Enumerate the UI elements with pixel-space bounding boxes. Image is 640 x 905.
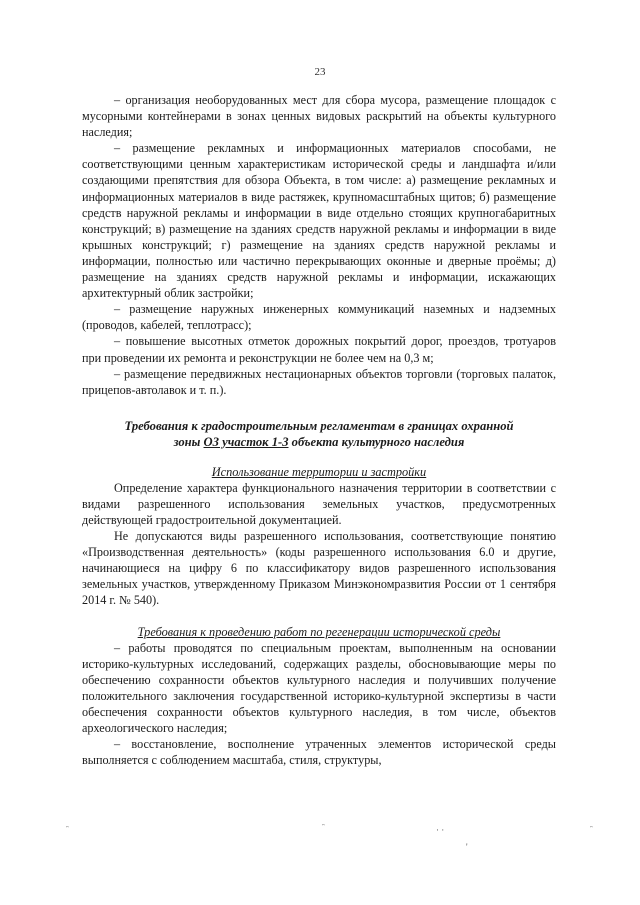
page-body [82,92,556,768]
list-item-restoration: – восстановление, восполнение утраченных элементов исторической среды выполняется с соблюдением масштаба, стиля, структуры, [82,737,556,768]
section-heading-line1: Требования к градостроительным регламентам в границах охранной [124,418,514,433]
scan-artifact: ᵔ [66,823,69,833]
list-item-garbage-sites: – организация необорудованных мест для сбора мусора, размещение площадок с мусорными контейнерами в зонах ценных видовых раскрытий на объекты культурного наследия; [82,93,556,140]
list-item-special-projects: – работы проводятся по специальным проектам, выполненным на основании историко-культурных исследований, содержащих разделы, обосновывающие меры по обеспечению сохранности объектов культурного наследия и получивших получение положительного заключения государственной историко-культурной экспертизы в части обеспечения сохранности объектов культурного наследия, в том числе, объектов археологического наследия; [82,640,556,735]
subsection-title-regeneration: Требования к проведению работ по регенерации исторической среды [137,624,501,639]
paragraph-prohibited-uses: Не допускаются виды разрешенного использования, соответствующие понятию «Производственная деятельность» (коды разрешенного использования 6.0 и другие, начинающиеся на цифру 6 по классификатору видов разрешенного использования земельных участков, утвержденному Приказом Минэкономразвития России от 1 сентября 2014 г. № 540). [82,529,556,608]
section-heading [82,418,556,450]
heading-suffix: объекта культурного наследия [288,434,465,449]
section-heading-line2 [82,434,556,450]
scan-artifact: · · [436,825,445,835]
heading-prefix: зоны [173,434,204,449]
scan-artifact: ' [466,842,468,852]
list-item-engineering-lines: – размещение наружных инженерных коммуникаций наземных и надземных (проводов, кабелей, теплотрасс); [82,302,556,333]
subsection-title-land-use: Использование территории и застройки [211,464,427,479]
zone-reference: ОЗ участок 1-3 [203,434,289,449]
list-item-road-surface: – повышение высотных отметок дорожных покрытий дорог, проездов, тротуаров при проведении их ремонта и реконструкции не более чем на 0,3 м; [82,334,556,365]
scan-artifact: ᵔ [590,823,593,833]
paragraph-functional-purpose: Определение характера функционального назначения территории в соответствии с видами разрешенного использования земельных участков, предусмотренных действующей градостроительной документацией. [82,480,556,527]
list-item-mobile-trade: – размещение передвижных нестационарных объектов торговли (торговых палаток, прицепов-автолавок и т. п.). [82,366,556,397]
page-number: 23 [314,66,326,78]
scan-artifact: ᵔ [322,821,325,831]
list-item-advertising: – размещение рекламных и информационных материалов способами, не соответствующими ценным характеристикам исторической среды и ландшафта и/или создающими препятствия для обзора Объекта, в том числе: а) размещение рекламных и информационных материалов в виде растяжек, крупномасштабных щитов; б) размещение средств наружной рекламы и информации в виде отдельно стоящих крупногабаритных конструкций; в) размещение на зданиях средств наружной рекламы и информации в виде крышных конструкций; г) размещение на зданиях средств наружной рекламы и информации, полностью или частично перекрывающих оконные и дверные проёмы; д) размещение на зданиях средств наружной рекламы и информации, искажающих архитектурный облик застройки; [82,141,556,301]
